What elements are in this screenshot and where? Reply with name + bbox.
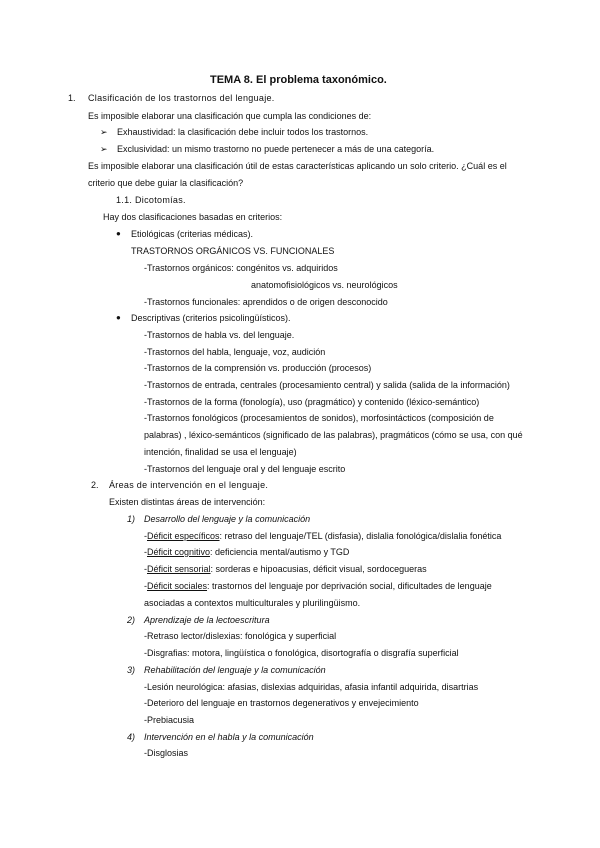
descriptivas-label: Descriptivas (criterios psicolingüísticos). — [131, 313, 291, 323]
descriptivas-item: -Trastornos fonológicos (procesamientos de sonidos), morfosintácticos (composición de — [144, 413, 494, 423]
area-3-title: Rehabilitación del lenguaje y la comunicación — [144, 665, 326, 675]
section-2-intro: Existen distintas áreas de intervención: — [109, 497, 266, 507]
area-1-title: Desarrollo del lenguaje y la comunicación — [144, 514, 311, 524]
area-1-number: 1) — [127, 514, 136, 524]
condition-exclusividad: Exclusividad: un mismo trastorno no puede pertenecer a más de una categoría. — [117, 144, 435, 154]
arrow-icon: ➢ — [100, 127, 108, 137]
section-1-heading: Clasificación de los trastornos del lenguaje. — [88, 93, 275, 103]
descriptivas-item: -Trastornos de la comprensión vs. producción (procesos) — [144, 363, 372, 373]
area-1-item — [144, 530, 501, 542]
etiologicas-functional: -Trastornos funcionales: aprendidos o de origen desconocido — [144, 297, 388, 307]
item-dash: - — [144, 581, 147, 591]
area-3-item: -Lesión neurológica: afasias, dislexias adquiridas, afasia infantil adquirida, disartrias — [144, 682, 479, 692]
etiologicas-organic: -Trastornos orgánicos: congénitos vs. adquiridos — [144, 263, 338, 273]
section-1-intro: Es imposible elaborar una clasificación que cumpla las condiciones de: — [88, 111, 372, 121]
item-term: Déficit específicos — [147, 531, 220, 541]
item-term: Déficit sociales — [147, 581, 208, 591]
etiologicas-label: Etiológicas (criterias médicas). — [131, 229, 254, 239]
area-2-title: Aprendizaje de la lectoescritura — [144, 615, 270, 625]
item-text: : retraso del lenguaje/TEL (disfasia), dislalia fonológica/dislalia fonética — [219, 531, 502, 541]
page-title: TEMA 8. El problema taxonómico. — [210, 74, 387, 86]
section-2-heading: Áreas de intervención en el lenguaje. — [109, 480, 269, 490]
section-2-number: 2. — [91, 480, 99, 490]
item-dash: - — [144, 564, 147, 574]
item-term: Déficit cognitivo — [147, 547, 211, 557]
subsection-heading: 1.1. Dicotomías. — [116, 195, 186, 205]
descriptivas-item: intención, finalidad se usa el lenguaje) — [144, 447, 297, 457]
item-dash: - — [144, 531, 147, 541]
item-term: Déficit sensorial — [147, 564, 211, 574]
paragraph-line-2: criterio que debe guiar la clasificación? — [88, 178, 244, 188]
area-1-item — [144, 546, 349, 558]
bullet-icon: ● — [116, 229, 121, 238]
area-2-item: -Retraso lector/dislexias: fonológica y superficial — [144, 631, 337, 641]
arrow-icon: ➢ — [100, 144, 108, 154]
subsection-intro: Hay dos clasificaciones basadas en criterios: — [103, 212, 283, 222]
area-3-number: 3) — [127, 665, 136, 675]
area-4-number: 4) — [127, 732, 136, 742]
item-text: : deficiencia mental/autismo y TGD — [210, 547, 350, 557]
item-text: : sorderas e hipoacusias, déficit visual, sordocegueras — [210, 564, 427, 574]
area-3-item: -Prebiacusia — [144, 715, 195, 725]
etiologicas-caps: TRASTORNOS ORGÁNICOS VS. FUNCIONALES — [131, 246, 335, 256]
descriptivas-item: -Trastornos del lenguaje oral y del lenguaje escrito — [144, 464, 346, 474]
area-4-title: Intervención en el habla y la comunicación — [144, 732, 314, 742]
bullet-icon: ● — [116, 313, 121, 322]
etiologicas-organic-2: anatomofisiológicos vs. neurológicos — [251, 280, 398, 290]
descriptivas-item: -Trastornos de entrada, centrales (procesamiento central) y salida (salida de la información) — [144, 380, 510, 390]
area-3-item: -Deterioro del lenguaje en trastornos degenerativos y envejecimiento — [144, 698, 419, 708]
descriptivas-item: palabras) , léxico-semánticos (significado de las palabras), pragmáticos (cómo se usa, con qué — [144, 430, 523, 440]
area-2-item: -Disgrafias: motora, lingüística o fonológica, disortografía o disgrafía superficial — [144, 648, 459, 658]
area-1-item-continuation: asociadas a contextos multiculturales y plurilingüismo. — [144, 598, 361, 608]
descriptivas-item: -Trastornos de habla vs. del lenguaje. — [144, 330, 295, 340]
area-1-item — [144, 563, 427, 575]
item-dash: - — [144, 547, 147, 557]
area-2-number: 2) — [127, 615, 136, 625]
area-4-item: -Disglosias — [144, 748, 189, 758]
paragraph-line-1: Es imposible elaborar una clasificación útil de estas características aplicando un solo criterio. ¿Cuál es el — [88, 161, 507, 171]
section-1-number: 1. — [68, 93, 76, 103]
condition-exhaustividad: Exhaustividad: la clasificación debe incluir todos los trastornos. — [117, 127, 369, 137]
descriptivas-item: -Trastornos de la forma (fonología), uso (pragmático) y contenido (léxico-semántico) — [144, 397, 480, 407]
item-text: : trastornos del lenguaje por deprivación social, dificultades de lenguaje — [207, 581, 492, 591]
descriptivas-item: -Trastornos del habla, lenguaje, voz, audición — [144, 347, 326, 357]
area-1-item — [144, 580, 492, 592]
